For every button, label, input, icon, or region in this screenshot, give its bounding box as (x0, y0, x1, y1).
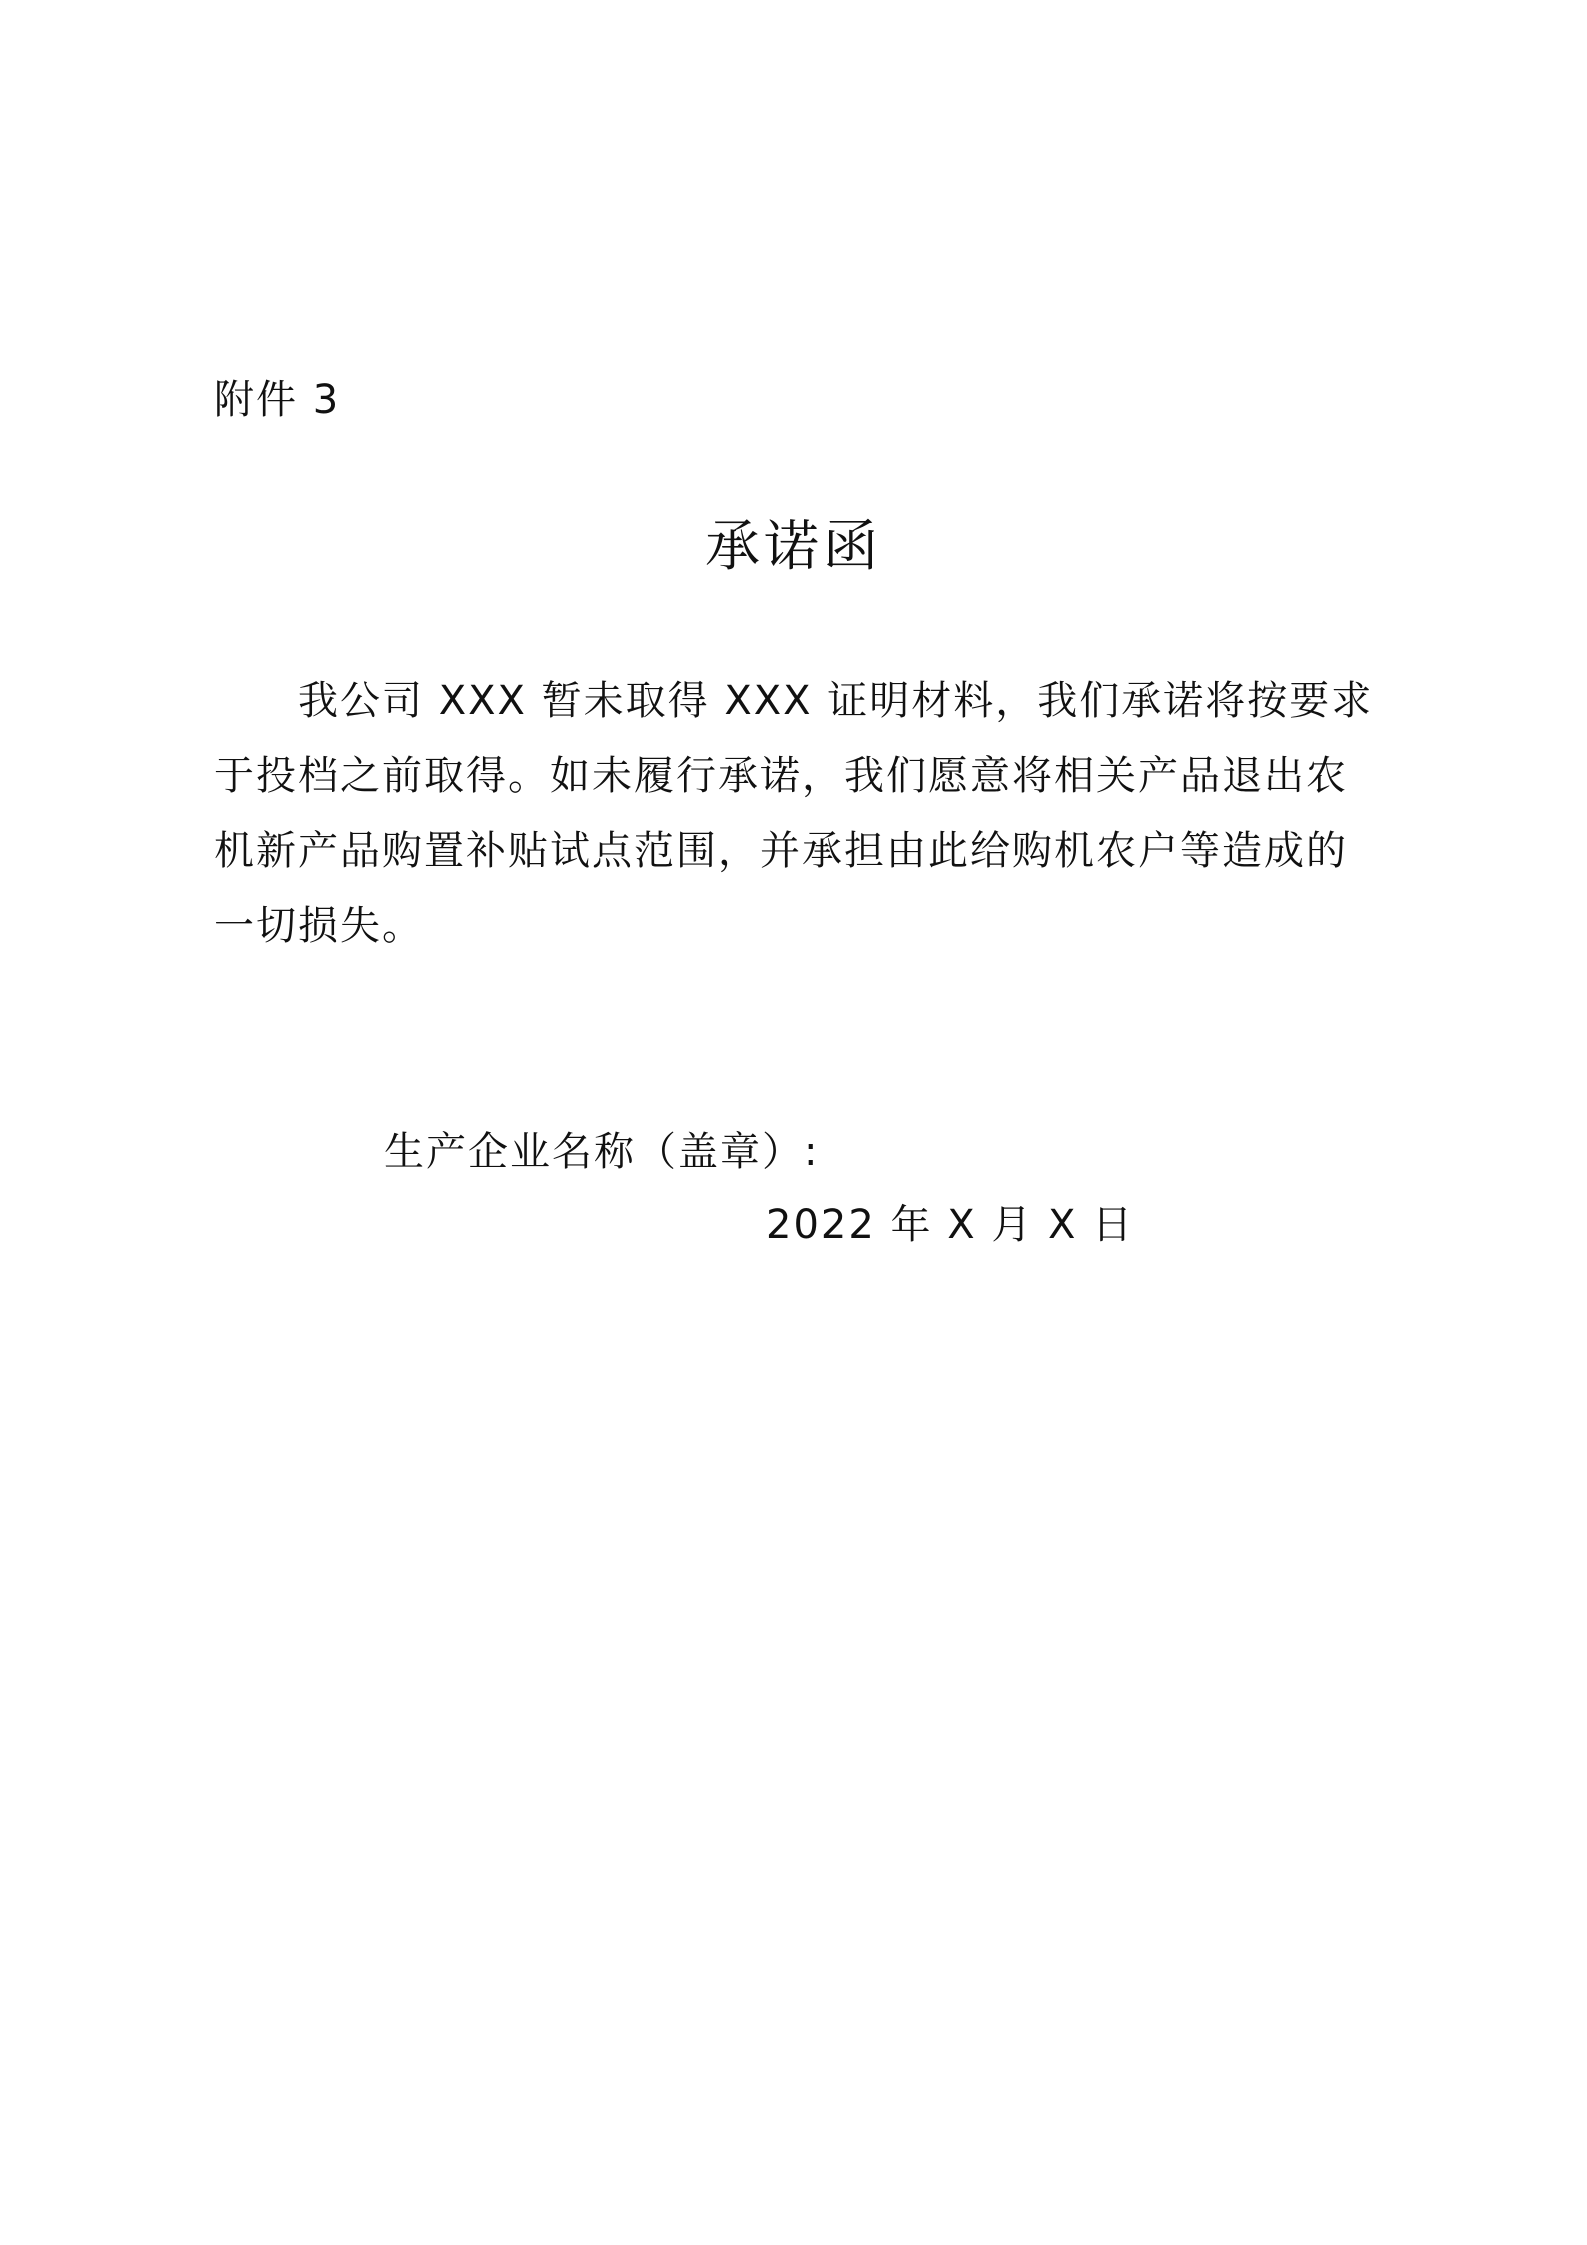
date-text: 2022 年 X 月 X 日 (766, 1202, 1135, 1248)
document-title: 承诺函 (704, 514, 882, 578)
attachment-label: 附件 3 (214, 377, 341, 423)
body-line: 我公司 XXX 暂未取得 XXX 证明材料，我们承诺将按要求 (298, 678, 1374, 724)
body-line: 机新产品购置补贴试点范围，并承担由此给购机农户等造成的 (214, 828, 1348, 874)
signature-label: 生产企业名称（盖章）: (384, 1129, 820, 1175)
body-line: 一切损失。 (214, 903, 424, 949)
body-line: 于投档之前取得。如未履行承诺，我们愿意将相关产品退出农 (214, 753, 1348, 799)
body-paragraph (214, 664, 1378, 964)
